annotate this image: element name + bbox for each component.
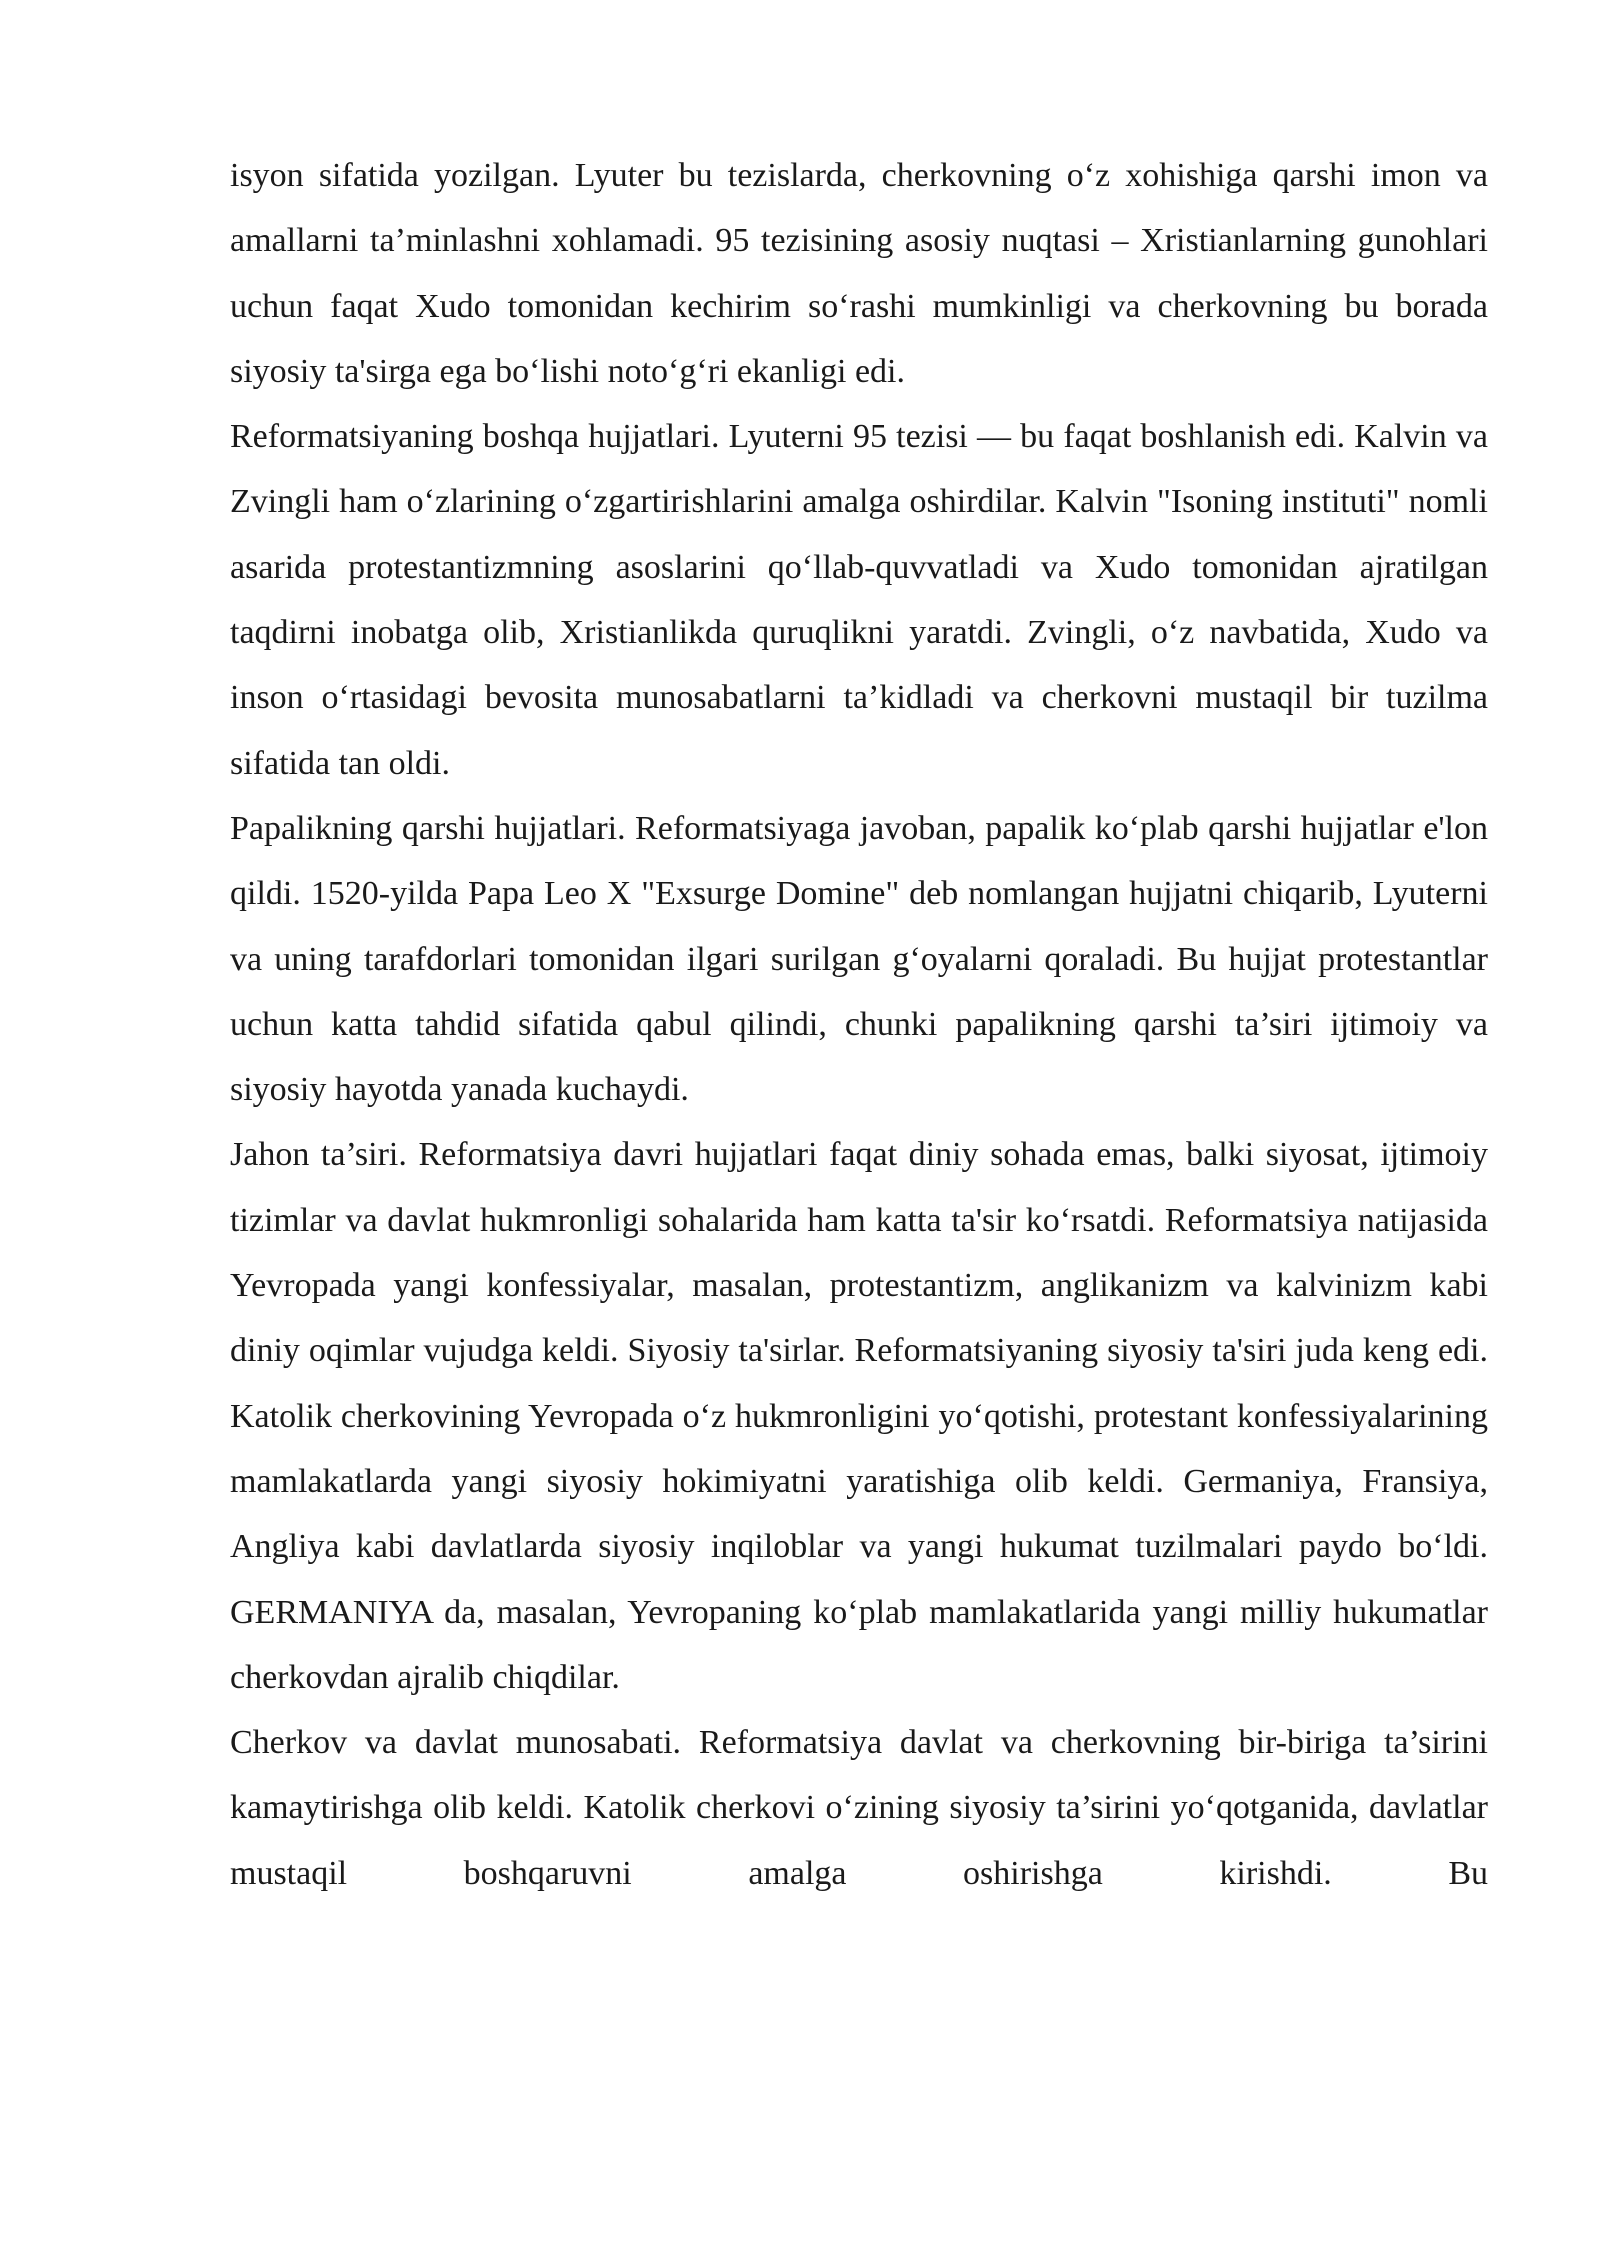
paragraph-papal-counter-documents: Papalikning qarshi hujjatlari. Reformatsiyaga javoban, papalik ko‘plab qarshi hujjatlar e'lon qildi. 1520-yilda Papa Leo X "Exsurge Domine" deb nomlangan hujjatni chiqarib, Lyuterni va uning tarafdorlari tomonidan ilgari surilgan g‘oyalarni qoraladi. Bu hujjat protestantlar uchun katta tahdid sifatida qabul qilindi, chunki papalikning qarshi ta’siri ijtimoiy va siyosiy hayotda yanada kuchaydi. — [230, 809, 1488, 1109]
paragraph-world-influence: Jahon ta’siri. Reformatsiya davri hujjatlari faqat diniy sohada emas, balki siyosat, ijtimoiy tizimlar va davlat hukmronligi sohalarida ham katta ta'sir ko‘rsatdi. Reformatsiya natijasida Yevropada yangi konfessiyalar, masalan, protestantizm, anglikanizm va kalvinizm kabi diniy oqimlar vujudga keldi. Siyosiy ta'sirlar. Reformatsiyaning siyosiy ta'siri juda keng edi. Katolik cherkovining Yevropada o‘z hukmronligini yo‘qotishi, protestant konfessiyalarining mamlakatlarda yangi siyosiy hokimiyatni yaratishiga olib keldi. Germaniya, Fransiya, Angliya kabi davlatlarda siyosiy inqiloblar va yangi hukumat tuzilmalari paydo bo‘ldi. GERMANIYA da, masalan, Yevropaning ko‘plab mamlakatlarida yangi milliy hukumatlar cherkovdan ajralib chiqdilar. — [230, 1136, 1488, 1696]
paragraph-luther-theses: isyon sifatida yozilgan. Lyuter bu tezislarda, cherkovning o‘z xohishiga qarshi imon va amallarni ta’minlashni xohlamadi. 95 tezisining asosiy nuqtasi – Xristianlarning gunohlari uchun faqat Xudo tomonidan kechirim so‘rashi mumkinligi va cherkovning bu borada siyosiy ta'sirga ega bo‘lishi noto‘g‘ri ekanligi edi. — [230, 157, 1488, 390]
paragraph-church-state-relations: Cherkov va davlat munosabati. Reformatsiya davlat va cherkovning bir-biriga ta’sirini kamaytirishga olib keldi. Katolik cherkovi o‘zining siyosiy ta’sirini yo‘qotganida, davlatlar mustaqil boshqaruvni amalga oshirishga kirishdi. Bu — [230, 1724, 1488, 1892]
paragraph-other-reformation-documents: Reformatsiyaning boshqa hujjatlari. Lyuterni 95 tezisi — bu faqat boshlanish edi. Kalvin va Zvingli ham o‘zlarining o‘zgartirishlarini amalga oshirdilar. Kalvin "Isoning instituti" nomli asarida protestantizmning asoslarini qo‘llab-quvvatladi va Xudo tomonidan ajratilgan taqdirni inobatga olib, Xristianlikda quruqlikni yaratdi. Zvingli, o‘z navbatida, Xudo va inson o‘rtasidagi bevosita munosabatlarni ta’kidladi va cherkovni mustaqil bir tuzilma sifatida tan oldi. — [230, 418, 1488, 782]
document-body — [230, 143, 1488, 1906]
